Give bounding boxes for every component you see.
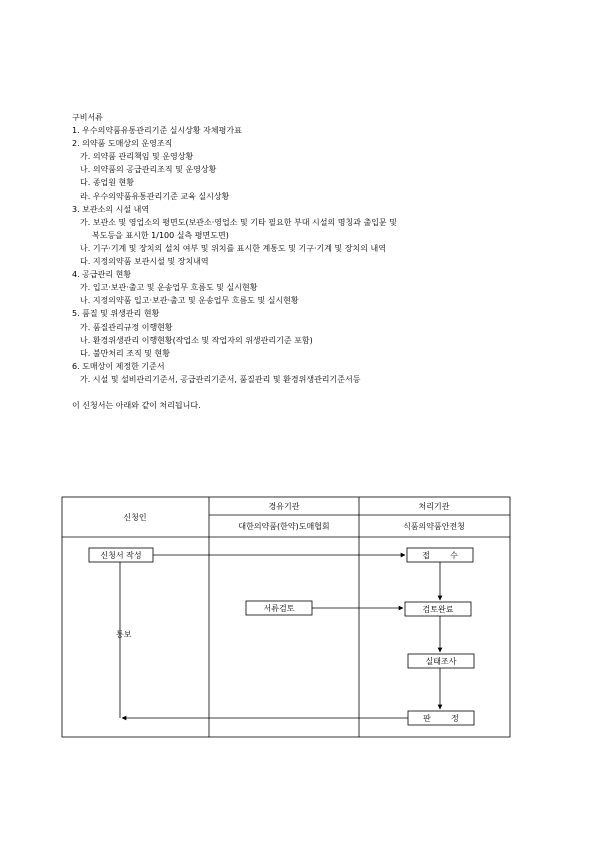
column-processing-agency-name: 식품의약품안전청 [403, 522, 465, 531]
requirement-subitem: 라. 우수의약품유통관리기준 교육 실시상황 [80, 191, 230, 201]
column-via-agency-name: 대한의약품(한약)도매협회 [238, 522, 330, 531]
requirement-item: 6. 도매상이 제정한 기준서 [72, 361, 165, 371]
requirement-subitem: 나. 지정의약품 입고·보관·출고 및 운송업무 흐름도 및 실시현황 [80, 296, 299, 306]
column-applicant: 신청인 [123, 513, 147, 522]
requirement-item: 2. 의약품 도매상의 운영조직 [72, 139, 173, 149]
step-write-application: 신청서 작성 [100, 551, 142, 560]
flowchart-frame [62, 497, 510, 737]
requirement-item: 5. 품질 및 위생관리 현황 [72, 309, 160, 319]
requirement-subitem: 다. 지정의약품 보관시설 및 장치내역 [80, 257, 209, 267]
step-receive: 접 수 [422, 551, 458, 560]
step-decision: 판 정 [423, 714, 459, 723]
requirement-item: 1. 우수의약품유통관리기준 실시상황 자체평가표 [72, 126, 242, 136]
step-review-complete: 검토완료 [422, 605, 454, 614]
requirement-subitem: 나. 기구·기계 및 장치의 설치 여부 및 위치를 표시한 계통도 및 기구·기계 및 장치의 내역 [80, 243, 386, 253]
notify-label: 통보 [116, 630, 132, 639]
requirement-subitem-continuation: 복도등을 표시한 1/100 실측 평면도면) [92, 230, 229, 240]
requirement-subitem: 나. 의약품의 공급관리조직 및 운영상황 [80, 165, 217, 175]
requirement-subitem: 가. 입고·보관·출고 및 운송업무 흐름도 및 실시현황 [80, 283, 258, 293]
requirements-heading: 구비서류 [72, 113, 103, 122]
requirement-subitem: 가. 보관소 및 영업소의 평면도(보관소·영업소 및 기타 필요한 부대 시설의 명칭과 출입문 및 [80, 217, 397, 227]
requirement-subitem: 가. 의약품 관리책임 및 운영상황 [80, 152, 194, 162]
step-document-review: 서류검토 [263, 604, 295, 613]
column-via-agency: 경유기관 [268, 502, 300, 511]
requirement-subitem: 나. 환경위생관리 이행현황(작업소 및 작업자의 위생관리기준 포함) [80, 335, 313, 345]
requirement-subitem: 다. 불만처리 조직 및 현황 [80, 348, 170, 358]
step-site-inspection: 실태조사 [425, 657, 457, 666]
requirement-item: 4. 공급관리 현황 [72, 270, 132, 280]
column-processing-agency: 처리기관 [418, 502, 450, 511]
requirement-item: 3. 보관소의 시설 내역 [72, 204, 150, 214]
processing-notice: 이 신청서는 아래와 같이 처리됩니다. [72, 400, 201, 410]
requirement-subitem: 다. 종업원 현황 [80, 178, 134, 188]
requirement-subitem: 가. 품질관리규정 이행현황 [80, 322, 173, 332]
requirement-subitem: 가. 시설 및 설비관리기준서, 공급관리기준서, 품질관리 및 환경위생관리기준서등 [80, 374, 361, 384]
